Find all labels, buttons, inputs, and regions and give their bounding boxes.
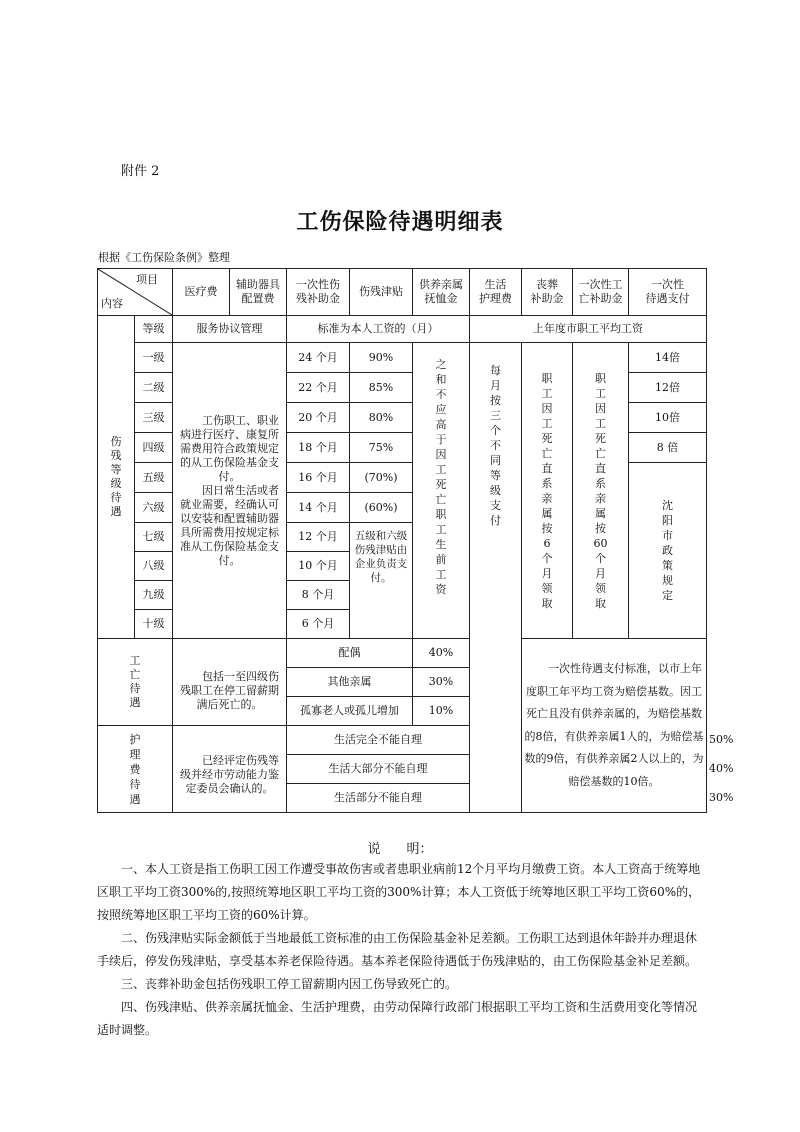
grade-label: 二级 xyxy=(135,373,173,403)
grade-label: 四级 xyxy=(135,433,173,463)
grade-label: 八级 xyxy=(135,552,173,581)
lump-disability-months: 14 个月 xyxy=(287,493,350,523)
wage-basis: 标准为本人工资的（月） xyxy=(287,316,470,343)
table-row: 生活大部分不能自理 40% xyxy=(98,755,707,784)
lump-disability-months: 10 个月 xyxy=(287,552,350,581)
table-row: 护 理 费 待 遇 已经评定伤残等级并经市劳动能力鉴定委员会确认的。 生活完全不能自理 50% xyxy=(98,726,707,755)
death-row-label: 孤寡老人或孤儿增加 xyxy=(287,697,413,726)
note-item: 三、丧葬补助金包括伤残职工停工留薪期内因工伤导致死亡的。 xyxy=(121,977,458,991)
multiple-value: 10倍 xyxy=(629,403,707,433)
lump-disability-months: 24 个月 xyxy=(287,343,350,373)
header-medical: 医疗费 xyxy=(173,269,230,316)
death-row-label: 配偶 xyxy=(287,639,413,668)
allowance-pct: (70%) xyxy=(350,463,413,493)
disability-section-label: 伤 残 等 级 待 遇 xyxy=(98,316,135,639)
nursing-row-label: 生活完全不能自理 xyxy=(287,726,470,755)
nursing-row-label: 生活部分不能自理 xyxy=(287,784,470,813)
header-lump-disability: 一次性伤 残补助金 xyxy=(287,269,350,316)
table-row xyxy=(98,639,707,668)
grade-label: 三级 xyxy=(135,403,173,433)
note-item: 四、伤残津贴、供养亲属抚恤金、生活护理费，由劳动保障行政部门根据职工平均工资和生活费用变化等情况适时调整。 xyxy=(97,1000,698,1037)
nursing-row-label: 生活大部分不能自理 xyxy=(287,755,470,784)
allowance-pct: (60%) xyxy=(350,493,413,523)
grade-label: 一级 xyxy=(135,343,173,373)
grade-label: 六级 xyxy=(135,493,173,523)
allowance-pct: 75% xyxy=(350,433,413,463)
header-lump-payment: 一次性 待遇支付 xyxy=(629,269,707,316)
lump-disability-months: 16 个月 xyxy=(287,463,350,493)
lump-disability-months: 8 个月 xyxy=(287,581,350,610)
grade-label: 五级 xyxy=(135,463,173,493)
death-section-label: 工 亡 待 遇 xyxy=(98,639,173,726)
city-wage-basis: 上年度市职工平均工资 xyxy=(470,316,707,343)
lump-disability-months: 12 个月 xyxy=(287,523,350,552)
pension-vertical-text: 之 和 不 应 高 于 因 工 死 亡 职 工 生 前 工 资 xyxy=(413,343,470,639)
corner-cell xyxy=(98,269,173,316)
multiple-value: 8 倍 xyxy=(629,433,707,463)
multiple-value: 12倍 xyxy=(629,373,707,403)
nursing-desc: 已经评定伤残等级并经市劳动能力鉴定委员会确认的。 xyxy=(173,726,287,813)
note-item: 二、伤残津贴实际金额低于当地最低工资标准的由工伤保险基金补足差额。工伤职工达到退休年龄并办理退休手续后，停发伤残津贴，享受基本养老保险待遇。基本养老保险待遇低于伤残津贴的，由工伤保险基金补足差额。 xyxy=(97,931,698,968)
corner-top-label: 项目 xyxy=(136,273,158,286)
lump-disability-months: 6 个月 xyxy=(287,610,350,639)
service-header: 服务协议管理 xyxy=(173,316,287,343)
table-row: 生活部分不能自理 30% xyxy=(98,784,707,813)
policy-vertical-text: 沈 阳 市 政 策 规 定 xyxy=(629,463,707,639)
grade-header: 等级 xyxy=(135,316,173,343)
death-desc: 包括一至四级伤残职工在停工留薪期满后死亡的。 xyxy=(173,639,287,726)
care-vertical-text: 每 月 按 三 个 不 同 等 级 支 付 xyxy=(470,343,522,813)
grade-label: 七级 xyxy=(135,523,173,552)
lump-sum-standard-text: 一次性待遇支付标准，以市上年度职工年平均工资为赔偿基数。因工死亡且没有供养亲属的，为赔偿基数的8倍，有供养亲属1人的，为赔偿基数的9倍，有供养亲属2人以上的，为赔偿基数的10倍。 xyxy=(522,639,707,813)
header-funeral: 丧葬 补助金 xyxy=(522,269,573,316)
header-lump-death: 一次性工 亡补助金 xyxy=(573,269,629,316)
funeral-vertical-text: 职 工 因 工 死 亡 直 系 亲 属 按 6 个 月 领 取 xyxy=(522,343,573,639)
notes-title: 说 明： xyxy=(367,842,433,857)
lump-disability-months: 22 个月 xyxy=(287,373,350,403)
death-vertical-text: 职 工 因 工 死 亡 直 系 亲 属 按 60 个 月 领 取 xyxy=(573,343,629,639)
death-row-label: 其他亲属 xyxy=(287,668,413,697)
header-dependent-pension: 供养亲属 抚恤金 xyxy=(413,269,470,316)
page-title: 工伤保险待遇明细表 xyxy=(296,209,504,235)
corner-bottom-label: 内容 xyxy=(101,297,123,310)
death-row-pct: 10% xyxy=(413,697,470,726)
allowance-pct: 85% xyxy=(350,373,413,403)
header-row xyxy=(98,269,707,316)
grade-label: 十级 xyxy=(135,610,173,639)
death-row-pct: 40% xyxy=(413,639,470,668)
allowance-pct: 90% xyxy=(350,343,413,373)
notes-body xyxy=(97,858,706,1042)
grade-label: 九级 xyxy=(135,581,173,610)
nursing-section-label: 护 理 费 待 遇 xyxy=(98,726,173,813)
allowance-pct: 80% xyxy=(350,403,413,433)
annex-label: 附件 2 xyxy=(121,164,160,179)
basis-note: 根据《工伤保险条例》整理 xyxy=(98,251,230,264)
header-disability-allowance: 伤残津贴 xyxy=(350,269,413,316)
medical-assistive-text: 工伤职工、职业病进行医疗、康复所需费用符合政策规定的从工伤保险基金支付。 因日常生活或者就业需要，经确认可以安装和配置辅助器具所需费用按规定标准从工伤保险基金支付。 xyxy=(173,343,287,639)
lump-disability-months: 20 个月 xyxy=(287,403,350,433)
subheader-row xyxy=(98,316,707,343)
header-care-fee: 生活 护理费 xyxy=(470,269,522,316)
header-assistive: 辅助器具 配置费 xyxy=(230,269,287,316)
multiple-value: 14倍 xyxy=(629,343,707,373)
death-row-pct: 30% xyxy=(413,668,470,697)
benefits-table xyxy=(97,268,734,813)
table-row xyxy=(98,343,707,373)
lump-disability-months: 18 个月 xyxy=(287,433,350,463)
employer-pays-text: 五级和六级伤残津贴由企业负责支付。 xyxy=(350,523,413,639)
note-item: 一、本人工资是指工伤职工因工作遭受事故伤害或者患职业病前12个月平均月缴费工资。本人工资高于统筹地区职工平均工资300%的,按照统筹地区职工平均工资的300%计算；本人工资低于统筹地区职工平均工资60%的，按照统筹地区职工平均工资的60%计算。 xyxy=(97,862,701,922)
